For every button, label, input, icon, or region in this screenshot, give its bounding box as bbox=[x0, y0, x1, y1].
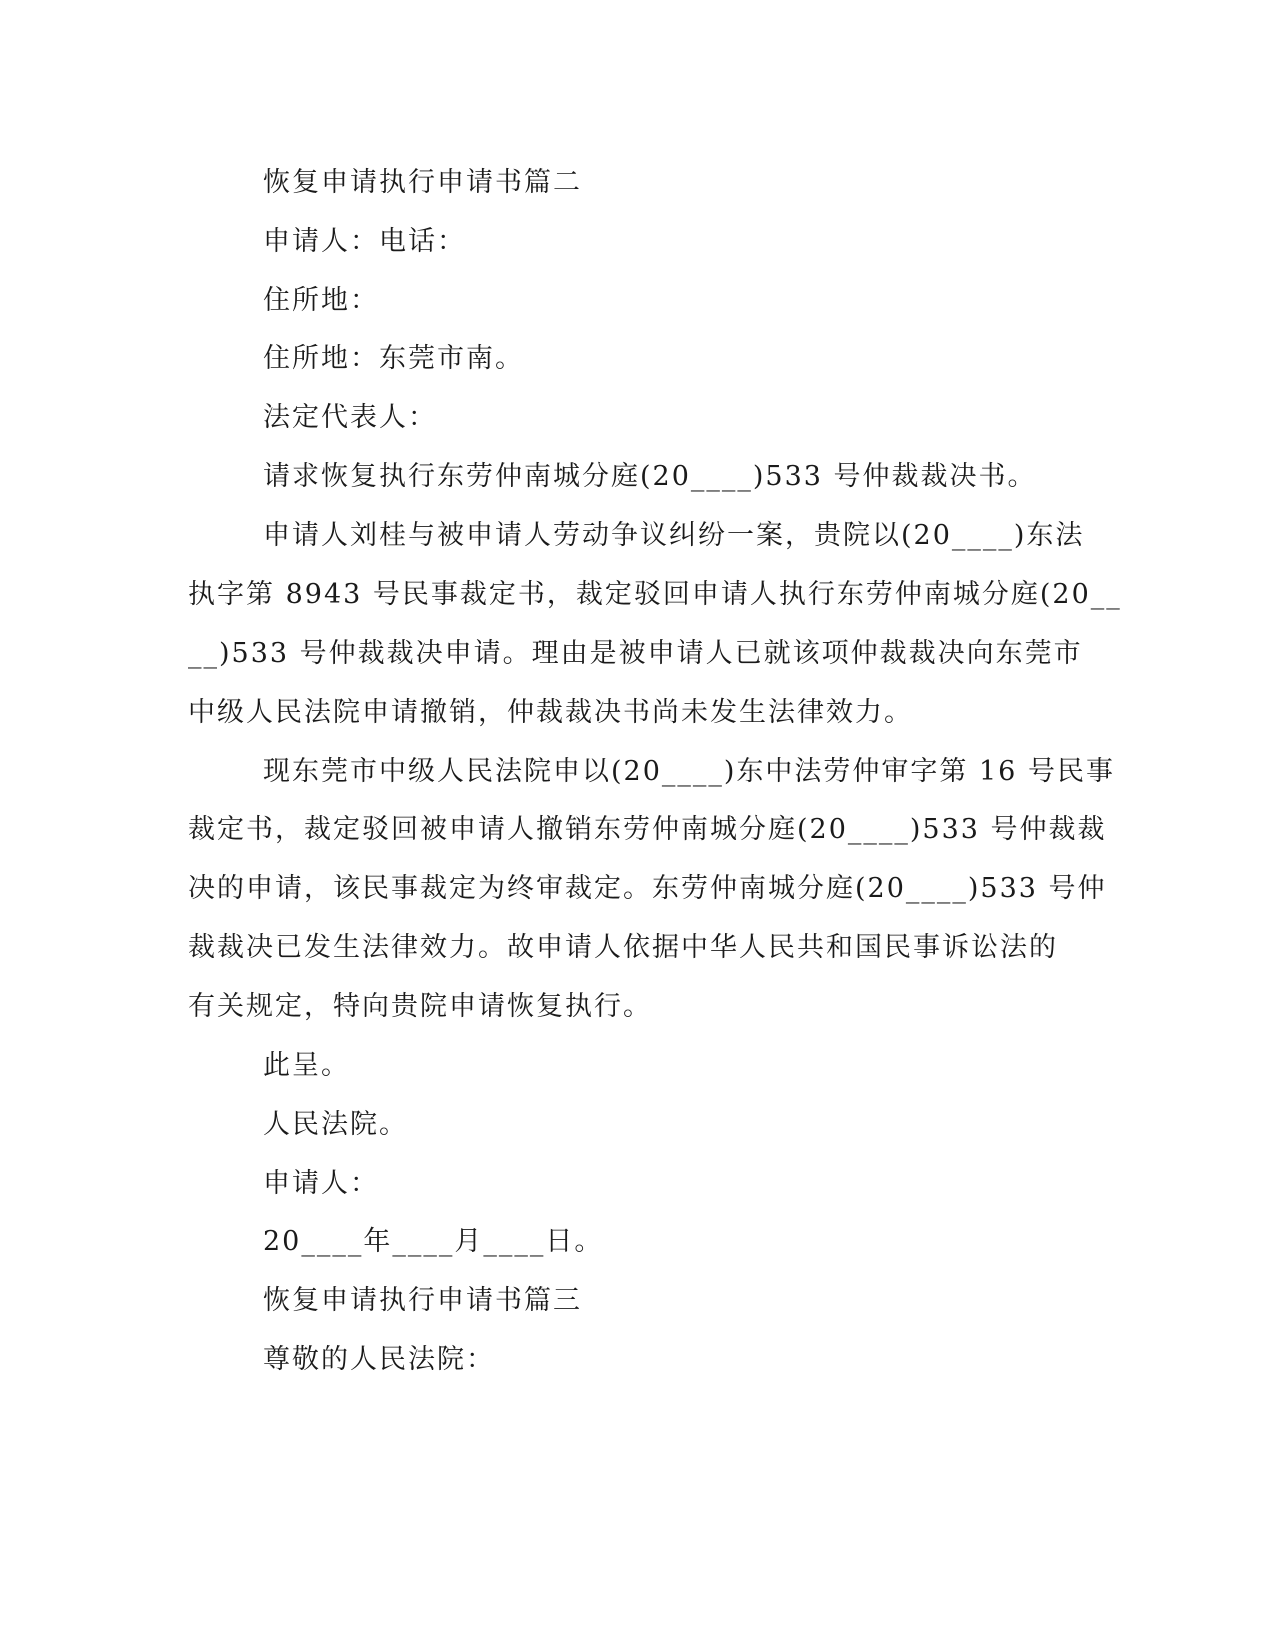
applicant-phone-line: 申请人：电话： bbox=[263, 226, 466, 257]
body-paragraph-2-line-3: 决的申请，该民事裁定为终审裁定。东劳仲南城分庭(20____)533 号仲 bbox=[188, 873, 1107, 904]
body-paragraph-2-line-1: 现东莞市中级人民法院申以(20____)东中法劳仲审字第 16 号民事 bbox=[263, 756, 1115, 787]
section-heading-two: 恢复申请执行申请书篇二 bbox=[263, 167, 582, 198]
signature-applicant-line: 申请人： bbox=[263, 1168, 379, 1199]
body-paragraph-2-line-2: 裁定书，裁定驳回被申请人撤销东劳仲南城分庭(20____)533 号仲裁裁 bbox=[188, 814, 1107, 845]
legal-representative-line: 法定代表人： bbox=[263, 402, 437, 433]
salutation-line: 尊敬的人民法院： bbox=[263, 1344, 495, 1375]
date-line: 20____年____月____日。 bbox=[263, 1226, 604, 1257]
body-paragraph-2-line-4: 裁裁决已发生法律效力。故申请人依据中华人民共和国民事诉讼法的 bbox=[188, 932, 1058, 963]
body-paragraph-1-line-2: 执字第 8943 号民事裁定书，裁定驳回申请人执行东劳仲南城分庭(20__ bbox=[188, 579, 1122, 610]
closing-line: 此呈。 bbox=[263, 1050, 350, 1081]
body-paragraph-1-line-4: 中级人民法院申请撤销，仲裁裁决书尚未发生法律效力。 bbox=[188, 697, 913, 728]
address-line: 住所地： bbox=[263, 285, 379, 316]
court-line: 人民法院。 bbox=[263, 1109, 408, 1140]
body-paragraph-1-line-1: 申请人刘桂与被申请人劳动争议纠纷一案，贵院以(20____)东法 bbox=[263, 520, 1085, 551]
section-heading-three: 恢复申请执行申请书篇三 bbox=[263, 1285, 582, 1316]
address-dongguan-line: 住所地：东莞市南。 bbox=[263, 343, 524, 374]
request-paragraph: 请求恢复执行东劳仲南城分庭(20____)533 号仲裁裁决书。 bbox=[263, 461, 1037, 492]
body-paragraph-2-line-5: 有关规定，特向贵院申请恢复执行。 bbox=[188, 991, 652, 1022]
body-paragraph-1-line-3: __)533 号仲裁裁决申请。理由是被申请人已就该项仲裁裁决向东莞市 bbox=[188, 638, 1083, 669]
